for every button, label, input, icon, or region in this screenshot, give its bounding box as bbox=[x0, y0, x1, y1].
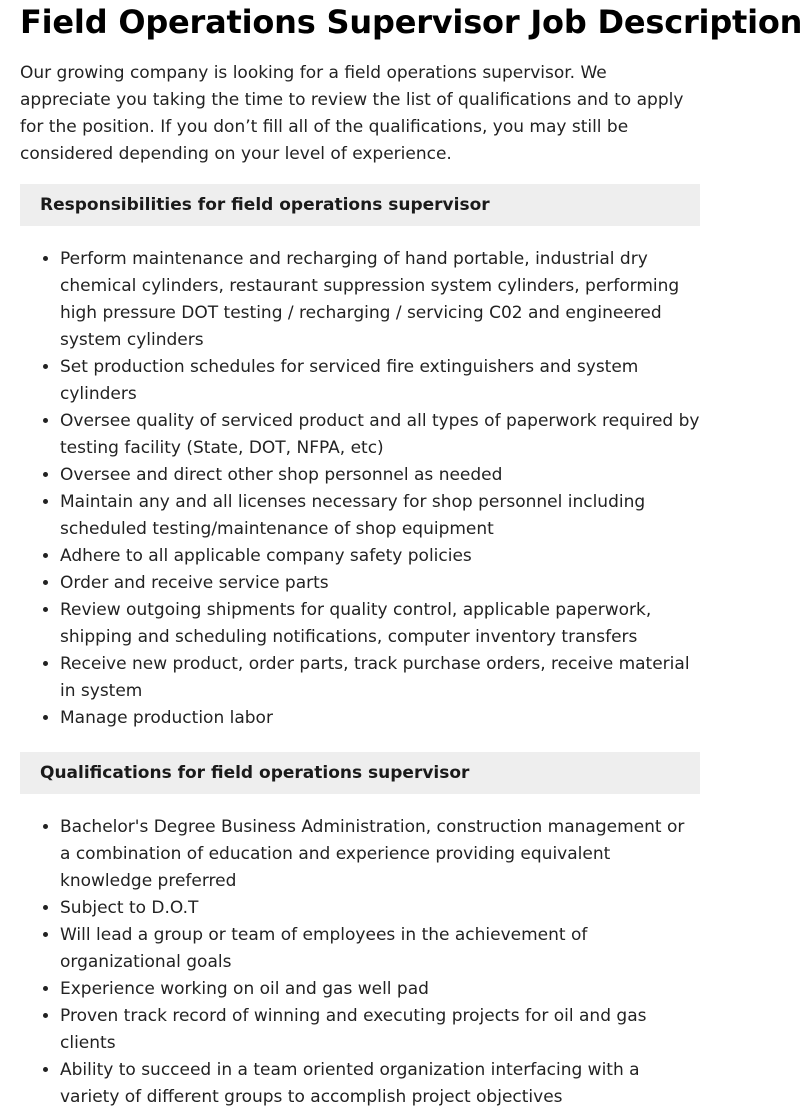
list-item: • Adhere to all applicable company safety policies bbox=[60, 543, 700, 570]
qualifications-header: Qualifications for field operations supervisor bbox=[20, 752, 700, 794]
list-item: • Subject to D.O.T bbox=[60, 895, 700, 922]
qualifications-list bbox=[20, 814, 700, 1111]
page-title: Field Operations Supervisor Job Description bbox=[20, 3, 802, 41]
list-item: • Will lead a group or team of employees in the achievement of organizational goals bbox=[60, 922, 700, 976]
list-item: • Proven track record of winning and executing projects for oil and gas clients bbox=[60, 1003, 700, 1057]
list-item: • Perform maintenance and recharging of hand portable, industrial dry chemical cylinders, restaurant suppression system cylinders, performing high pressure DOT testing / recharging / servicing C02 and engineered system cylinders bbox=[60, 246, 700, 354]
list-item: • Oversee quality of serviced product and all types of paperwork required by testing facility (State, DOT, NFPA, etc) bbox=[60, 408, 700, 462]
list-item: • Receive new product, order parts, track purchase orders, receive material in system bbox=[60, 651, 700, 705]
list-item: • Oversee and direct other shop personnel as needed bbox=[60, 462, 700, 489]
list-item: • Maintain any and all licenses necessary for shop personnel including scheduled testing/maintenance of shop equipment bbox=[60, 489, 700, 543]
list-item: • Bachelor's Degree Business Administration, construction management or a combination of education and experience providing equivalent knowledge preferred bbox=[60, 814, 700, 895]
responsibilities-header: Responsibilities for field operations supervisor bbox=[20, 184, 700, 226]
list-item: • Manage production labor bbox=[60, 705, 700, 732]
list-item: • Ability to succeed in a team oriented organization interfacing with a variety of different groups to accomplish project objectives bbox=[60, 1057, 700, 1111]
list-item: • Experience working on oil and gas well pad bbox=[60, 976, 700, 1003]
list-item: • Review outgoing shipments for quality control, applicable paperwork, shipping and scheduling notifications, computer inventory transfers bbox=[60, 597, 700, 651]
responsibilities-list bbox=[20, 246, 700, 732]
list-item: • Order and receive service parts bbox=[60, 570, 700, 597]
list-item: • Set production schedules for serviced fire extinguishers and system cylinders bbox=[60, 354, 700, 408]
intro-paragraph: Our growing company is looking for a field operations supervisor. We appreciate you taking the time to review the list of qualifications and to apply for the position. If you don’t fill all of the qualifications, you may still be considered depending on your level of experience. bbox=[20, 63, 684, 164]
